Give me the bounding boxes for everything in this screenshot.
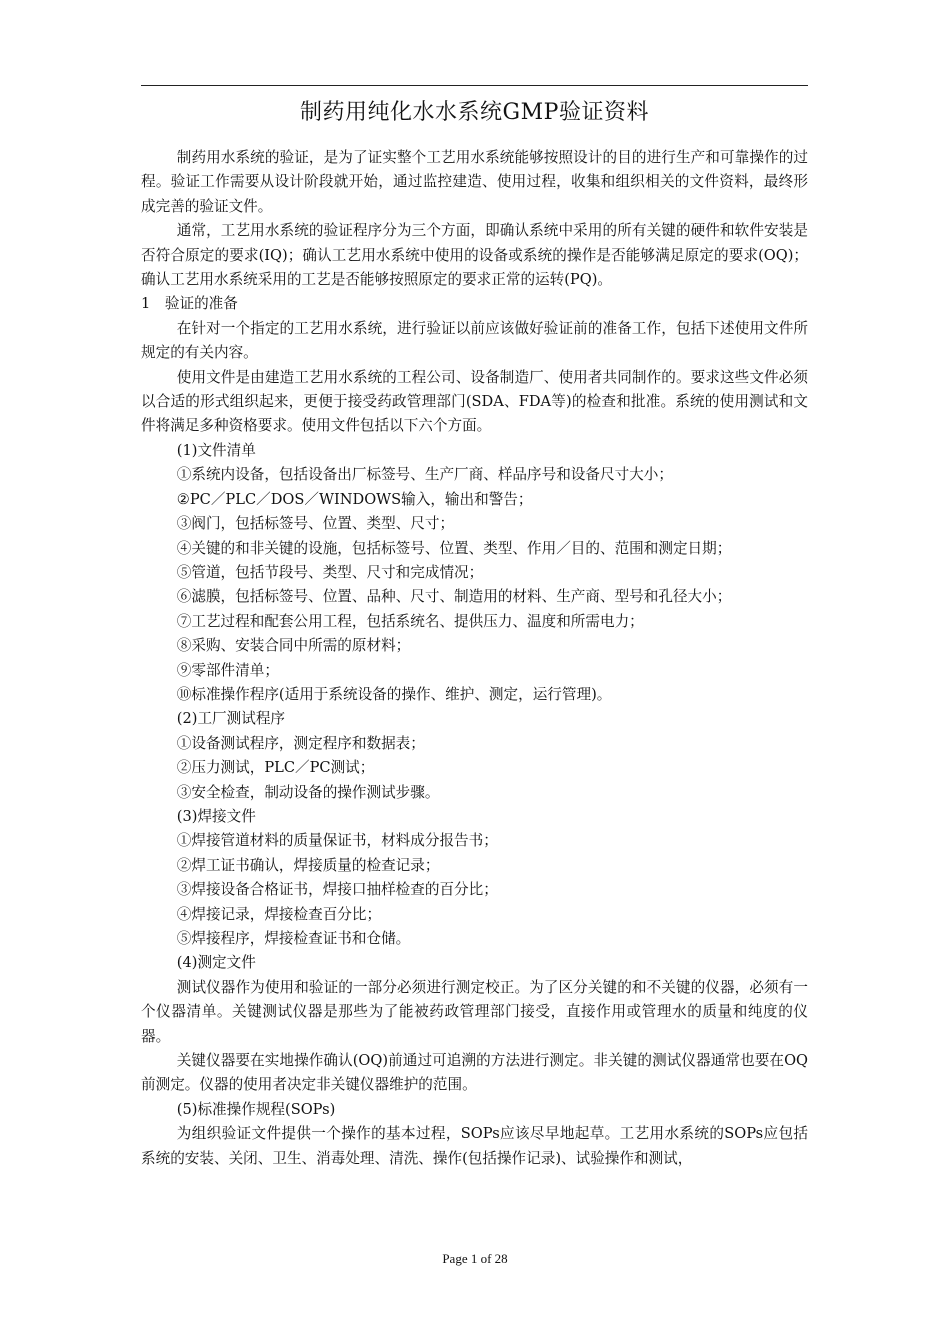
paragraph: 通常，工艺用水系统的验证程序分为三个方面，即确认系统中采用的所有关键的硬件和软件安装是否符合原定的要求(IQ)；确认工艺用水系统中使用的设备或系统的操作是否能够满足原定的要求(OQ)；确认工艺用水系统采用的工艺是否能够按照原定的要求正常的运转(PQ)。 [141,222,808,289]
list-item: ⑤管道，包括节段号、类型、尺寸和完成情况； [176,563,484,581]
document-body [141,146,808,1171]
list-item: ③焊接设备合格证书，焊接口抽样检查的百分比； [176,881,498,899]
list-item: ⑩标准操作程序(适用于系统设备的操作、维护、测定，运行管理)。 [176,685,612,703]
subsection-heading: (4)测定文件 [176,954,256,972]
list-item: ①焊接管道材料的质量保证书，材料成分报告书； [176,832,498,850]
list-item: ②焊工证书确认，焊接质量的检查记录； [176,856,440,874]
paragraph: 为组织验证文件提供一个操作的基本过程，SOPs应该尽早地起草。工艺用水系统的SOPs应包括系统的安装、关闭、卫生、消毒处理、清洗、操作(包括操作记录)、试验操作和测试， [141,1125,808,1167]
paragraph: 关键仪器要在实地操作确认(OQ)前通过可追溯的方法进行测定。非关键的测试仪器通常也要在OQ前测定。仪器的使用者决定非关键仪器维护的范围。 [141,1052,808,1094]
list-item: ⑤焊接程序，焊接检查证书和仓储。 [176,930,411,947]
list-item: ①设备测试程序，测定程序和数据表； [176,734,425,752]
list-item: ⑥滤膜，包括标签号、位置、品种、尺寸、制造用的材料、生产商、型号和孔径大小； [176,588,732,606]
header-rule [141,85,808,86]
document-title: 制药用纯化水水系统GMP验证资料 [300,100,649,125]
list-item: ①系统内设备，包括设备出厂标签号、生产厂商、样品序号和设备尺寸大小； [176,466,673,484]
subsection-heading: (2)工厂测试程序 [176,710,286,728]
paragraph: 测试仪器作为使用和验证的一部分必须进行测定校正。为了区分关键的和不关键的仪器，必须有一个仪器清单。关键测试仪器是那些为了能被药政管理部门接受，直接作用或管理水的质量和纯度的仪器。 [141,978,808,1045]
list-item: ③安全检查，制动设备的操作测试步骤。 [176,783,440,801]
list-item: ②PC／PLC／DOS／WINDOWS输入，输出和警告； [176,490,533,508]
list-item: ⑧采购、安装合同中所需的原材料； [176,637,411,655]
list-item: ②压力测试，PLC／PC测试； [176,759,375,777]
list-item: ⑦工艺过程和配套公用工程，包括系统名、提供压力、温度和所需电力； [176,612,644,630]
list-item: ④焊接记录，焊接检查百分比； [176,905,382,923]
subsection-heading: (1)文件清单 [176,441,256,459]
paragraph: 使用文件是由建造工艺用水系统的工程公司、设备制造厂、使用者共同制作的。要求这些文件必须以合适的形式组织起来，更便于接受药政管理部门(SDA、FDA等)的检查和批准。系统的使用测试和文件将满足多种资格要求。使用文件包括以下六个方面。 [141,368,808,435]
page-footer: Page 1 of 28 [442,1251,508,1266]
paragraph: 制药用水系统的验证，是为了证实整个工艺用水系统能够按照设计的目的进行生产和可靠操作的过程。验证工作需要从设计阶段就开始，通过监控建造、使用过程，收集和组织相关的文件资料，最终形成完善的验证文件。 [141,149,808,215]
subsection-heading: (3)焊接文件 [176,807,256,825]
subsection-heading: (5)标准操作规程(SOPs) [176,1100,336,1118]
paragraph: 在针对一个指定的工艺用水系统，进行验证以前应该做好验证前的准备工作，包括下述使用文件所规定的有关内容。 [141,319,808,362]
list-item: ⑨零部件清单； [176,661,279,679]
list-item: ③阀门，包括标签号、位置、类型、尺寸； [176,515,455,533]
list-item: ④关键的和非关键的设施，包括标签号、位置、类型、作用／目的、范围和测定日期； [176,539,732,557]
section-heading: 1 验证的准备 [141,295,238,313]
